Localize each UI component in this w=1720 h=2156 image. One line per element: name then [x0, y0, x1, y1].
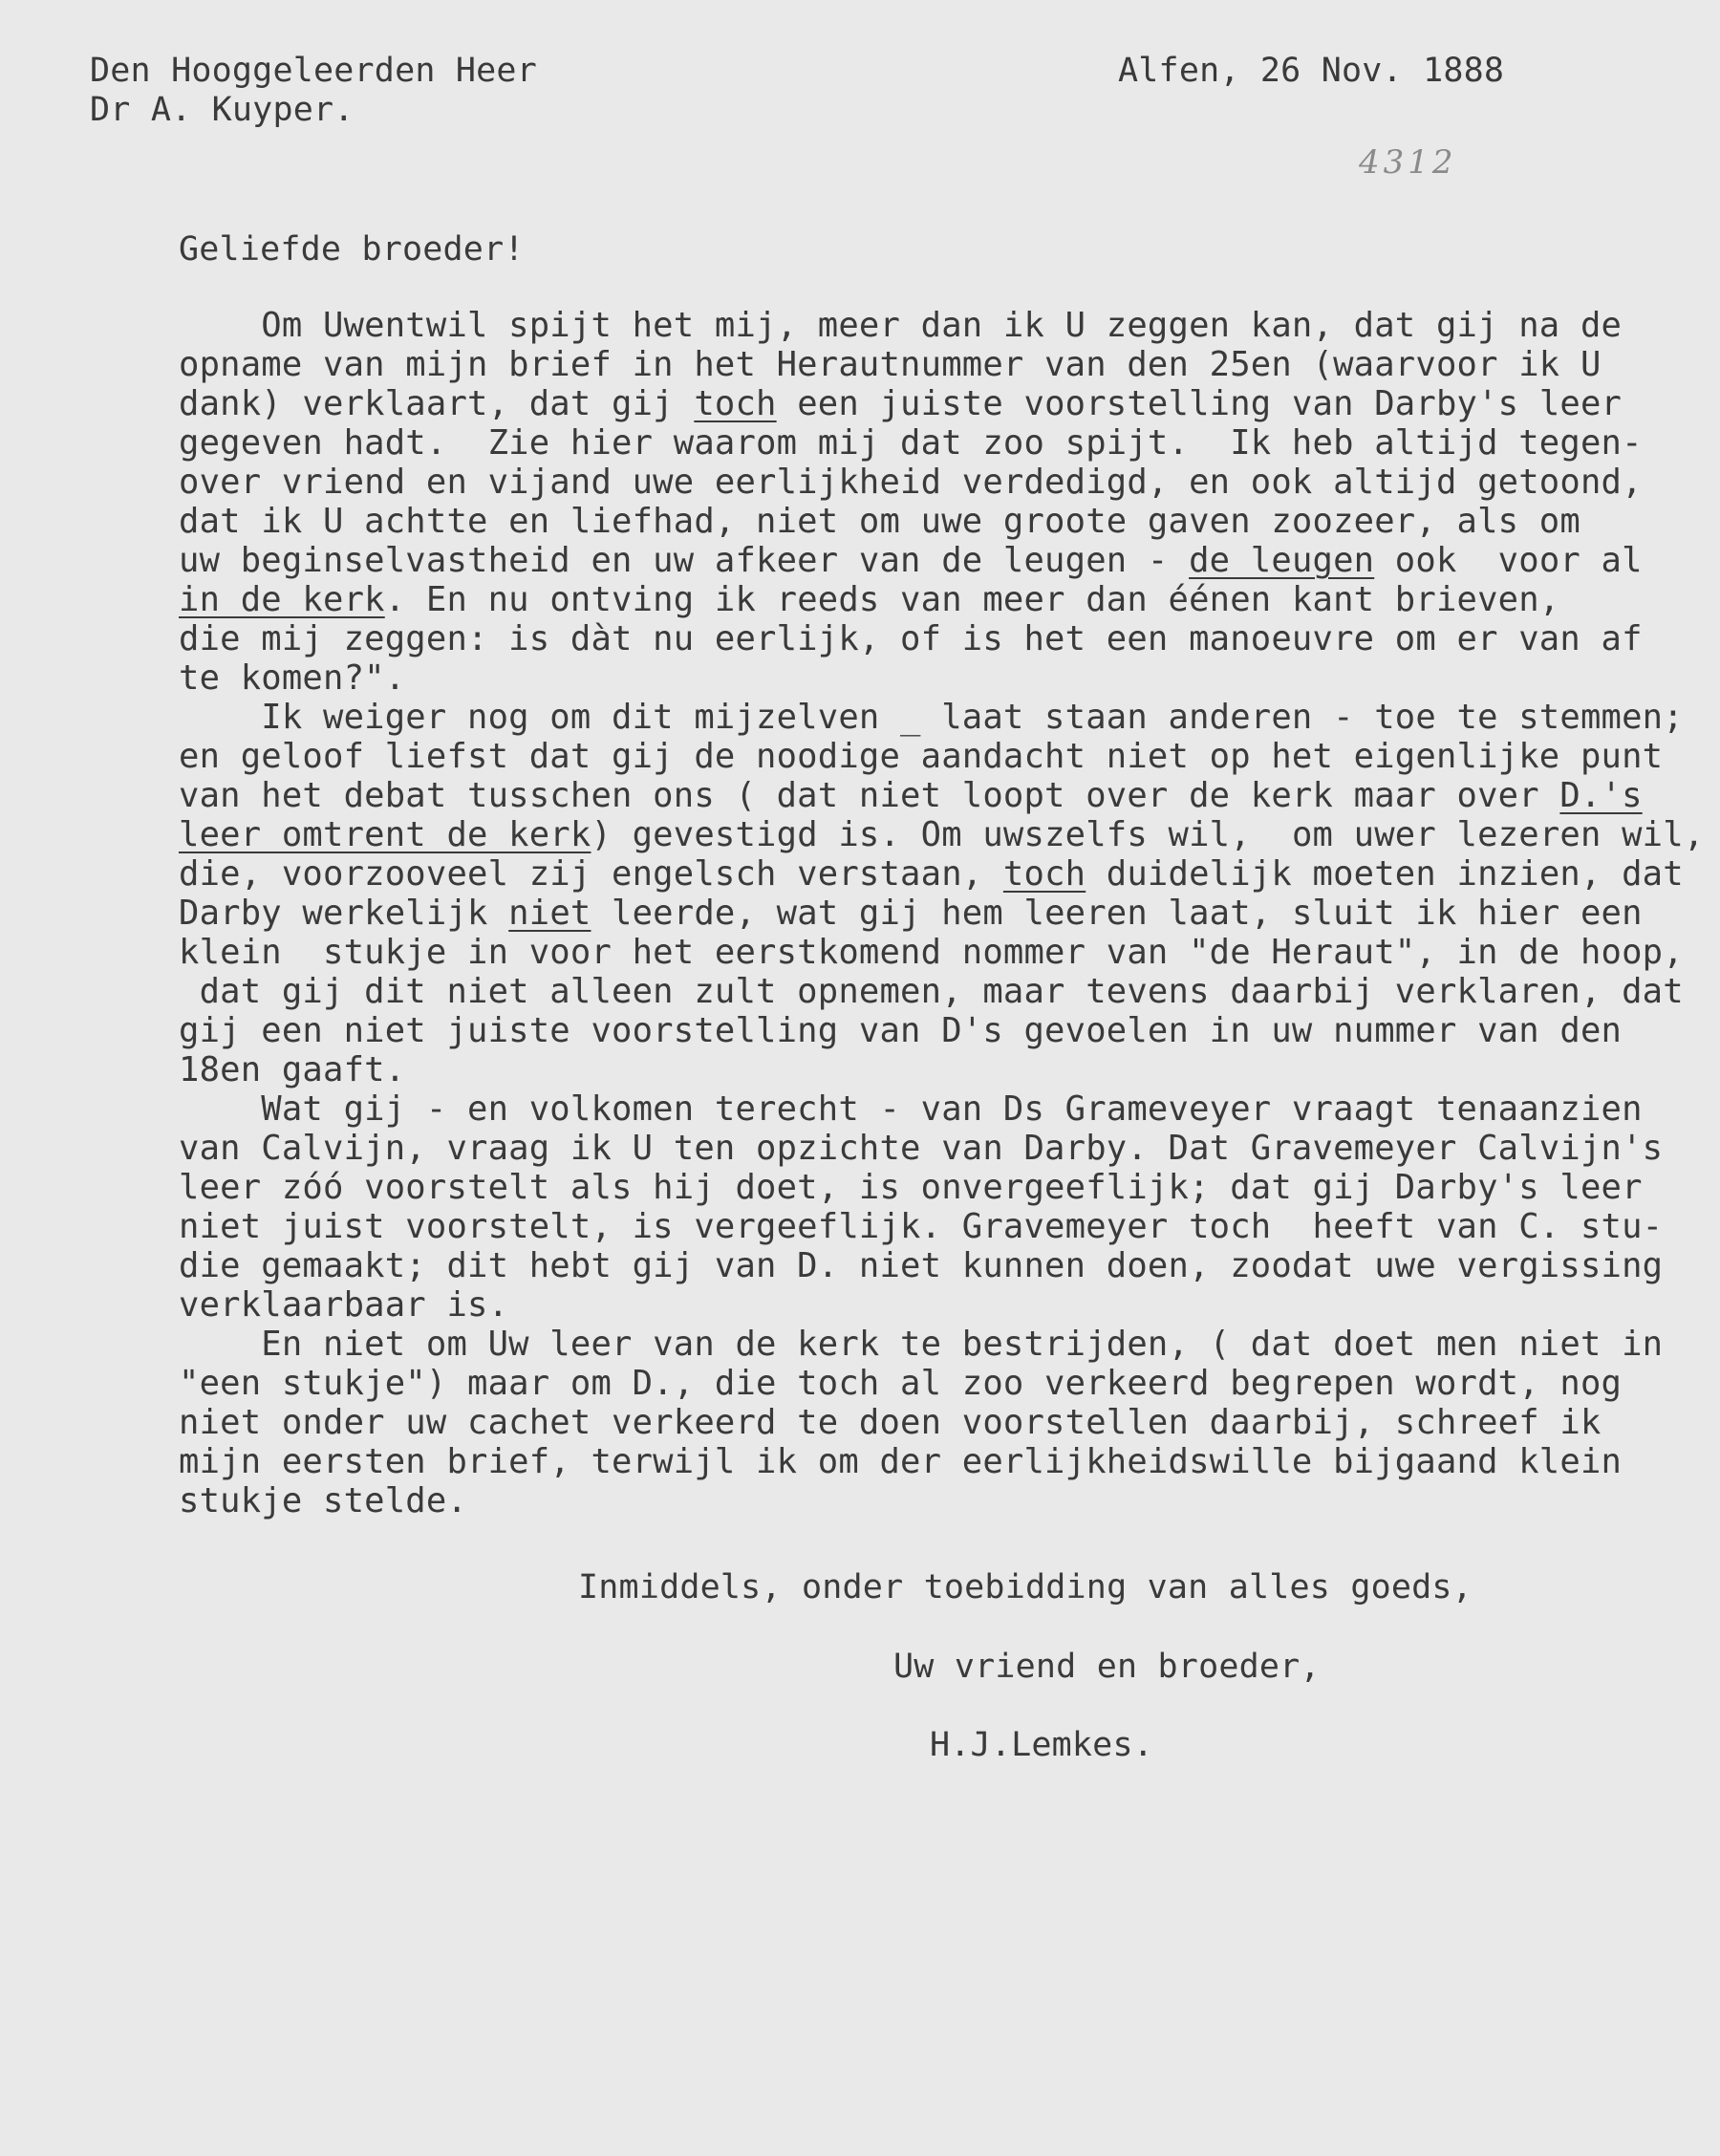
body-line	[179, 1285, 1704, 1325]
body-line	[179, 1207, 1704, 1246]
salutation: Geliefde broeder!	[179, 230, 525, 269]
body-line	[179, 737, 1704, 776]
body-text: uw beginselvastheid en uw afkeer van de leugen -	[179, 541, 1190, 580]
body-text: gegeven hadt. Zie hier waarom mij dat zoo spijt. Ik heb altijd tegen-	[179, 423, 1643, 463]
underlined-text: de leugen	[1189, 541, 1375, 580]
closing-greeting: Inmiddels, onder toebidding van alles goeds,	[578, 1568, 1473, 1606]
body-line	[179, 854, 1704, 894]
body-line	[179, 1364, 1704, 1403]
recipient-line-1: Den Hooggeleerden Heer	[90, 52, 537, 90]
underlined-text: D.'s	[1559, 776, 1643, 815]
body-text: duidelijk moeten inzien, dat	[1086, 854, 1684, 894]
body-line	[179, 423, 1704, 463]
body-text: niet juist voorstelt, is vergeeflijk. Gravemeyer toch heeft van C. stu-	[179, 1207, 1664, 1246]
body-line	[179, 1246, 1704, 1285]
body-text: te komen?".	[179, 658, 406, 698]
body-text: een juiste voorstelling van Darby's leer	[776, 384, 1623, 423]
body-line	[179, 1403, 1704, 1442]
body-line	[179, 1011, 1704, 1050]
archive-number: 4312	[1359, 143, 1457, 182]
body-text: over vriend en vijand uwe eerlijkheid verdedigd, en ook altijd getoond,	[179, 463, 1643, 502]
body-line	[179, 1089, 1704, 1129]
body-text: klein stukje in voor het eerstkomend nommer van "de Heraut", in de hoop,	[179, 933, 1684, 972]
body-line	[179, 1050, 1704, 1089]
underlined-text: toch	[1002, 854, 1086, 894]
body-text: van het debat tusschen ons ( dat niet loopt over de kerk maar over	[179, 776, 1560, 815]
body-text: dat gij dit niet alleen zult opnemen, maar tevens daarbij verklaren, dat	[179, 972, 1684, 1011]
body-text: leerde, wat gij hem leeren laat, sluit ik hier een	[591, 894, 1643, 933]
place-date: Alfen, 26 Nov. 1888	[1118, 52, 1505, 90]
body-text: Ik weiger nog om dit mijzelven _ laat staan anderen - toe te stemmen;	[179, 698, 1684, 737]
body-line	[179, 580, 1704, 619]
body-line	[179, 815, 1704, 854]
body-line	[179, 1481, 1704, 1520]
body-text: die gemaakt; dit hebt gij van D. niet kunnen doen, zoodat uwe vergissing	[179, 1246, 1664, 1285]
recipient-line-2: Dr A. Kuyper.	[90, 91, 355, 129]
body-text: dat ik U achtte en liefhad, niet om uwe groote gaven zoozeer, als om	[179, 502, 1580, 541]
recipient-address	[90, 52, 537, 130]
body-text: Darby werkelijk	[179, 894, 509, 933]
body-text: die, voorzooveel zij engelsch verstaan,	[179, 854, 1003, 894]
underlined-text: niet	[508, 894, 591, 933]
body-text: Om Uwentwil spijt het mij, meer dan ik U zeggen kan, dat gij na de	[179, 306, 1623, 345]
underlined-text: leer omtrent de kerk	[179, 815, 591, 854]
body-line	[179, 541, 1704, 580]
body-line	[179, 894, 1704, 933]
body-line	[179, 463, 1704, 502]
body-line	[179, 306, 1704, 345]
body-line	[179, 658, 1704, 698]
body-line	[179, 1129, 1704, 1168]
body-line	[179, 619, 1704, 658]
body-line	[179, 972, 1704, 1011]
body-line	[179, 933, 1704, 972]
body-text: leer zóó voorstelt als hij doet, is onvergeeflijk; dat gij Darby's leer	[179, 1168, 1643, 1207]
underlined-text: toch	[694, 384, 777, 423]
body-line	[179, 1325, 1704, 1364]
body-text: ook voor al	[1374, 541, 1643, 580]
signature: H.J.Lemkes.	[930, 1726, 1153, 1764]
body-line	[179, 345, 1704, 384]
body-text: Wat gij - en volkomen terecht - van Ds Grameveyer vraagt tenaanzien	[179, 1089, 1643, 1129]
body-text: mijn eersten brief, terwijl ik om der eerlijkheidswille bijgaand klein	[179, 1442, 1623, 1481]
closing-valediction: Uw vriend en broeder,	[893, 1648, 1321, 1686]
body-text: die mij zeggen: is dàt nu eerlijk, of is het een manoeuvre om er van af	[179, 619, 1643, 658]
body-text: verklaarbaar is.	[179, 1285, 509, 1325]
body-text: ) gevestigd is. Om uwszelfs wil, om uwer lezeren wil,	[591, 815, 1705, 854]
body-text: opname van mijn brief in het Herautnummer van den 25en (waarvoor ik U	[179, 345, 1602, 384]
body-text: en geloof liefst dat gij de noodige aandacht niet op het eigenlijke punt	[179, 737, 1664, 776]
body-text: stukje stelde.	[179, 1481, 468, 1520]
body-text: En niet om Uw leer van de kerk te bestrijden, ( dat doet men niet in	[179, 1325, 1664, 1364]
body-line	[179, 1442, 1704, 1481]
body-text: dank) verklaart, dat gij	[179, 384, 695, 423]
body-text: . En nu ontving ik reeds van meer dan éénen kant brieven,	[384, 580, 1560, 619]
body-text: 18en gaaft.	[179, 1050, 406, 1089]
letter-body	[179, 306, 1704, 1520]
body-text: gij een niet juiste voorstelling van D's gevoelen in uw nummer van den	[179, 1011, 1623, 1050]
body-line	[179, 384, 1704, 423]
body-line	[179, 502, 1704, 541]
body-line	[179, 698, 1704, 737]
body-text: niet onder uw cachet verkeerd te doen voorstellen daarbij, schreef ik	[179, 1403, 1602, 1442]
body-line	[179, 1168, 1704, 1207]
body-text: van Calvijn, vraag ik U ten opzichte van Darby. Dat Gravemeyer Calvijn's	[179, 1129, 1664, 1168]
body-text: "een stukje") maar om D., die toch al zoo verkeerd begrepen wordt, nog	[179, 1364, 1623, 1403]
underlined-text: in de kerk	[179, 580, 385, 619]
body-line	[179, 776, 1704, 815]
